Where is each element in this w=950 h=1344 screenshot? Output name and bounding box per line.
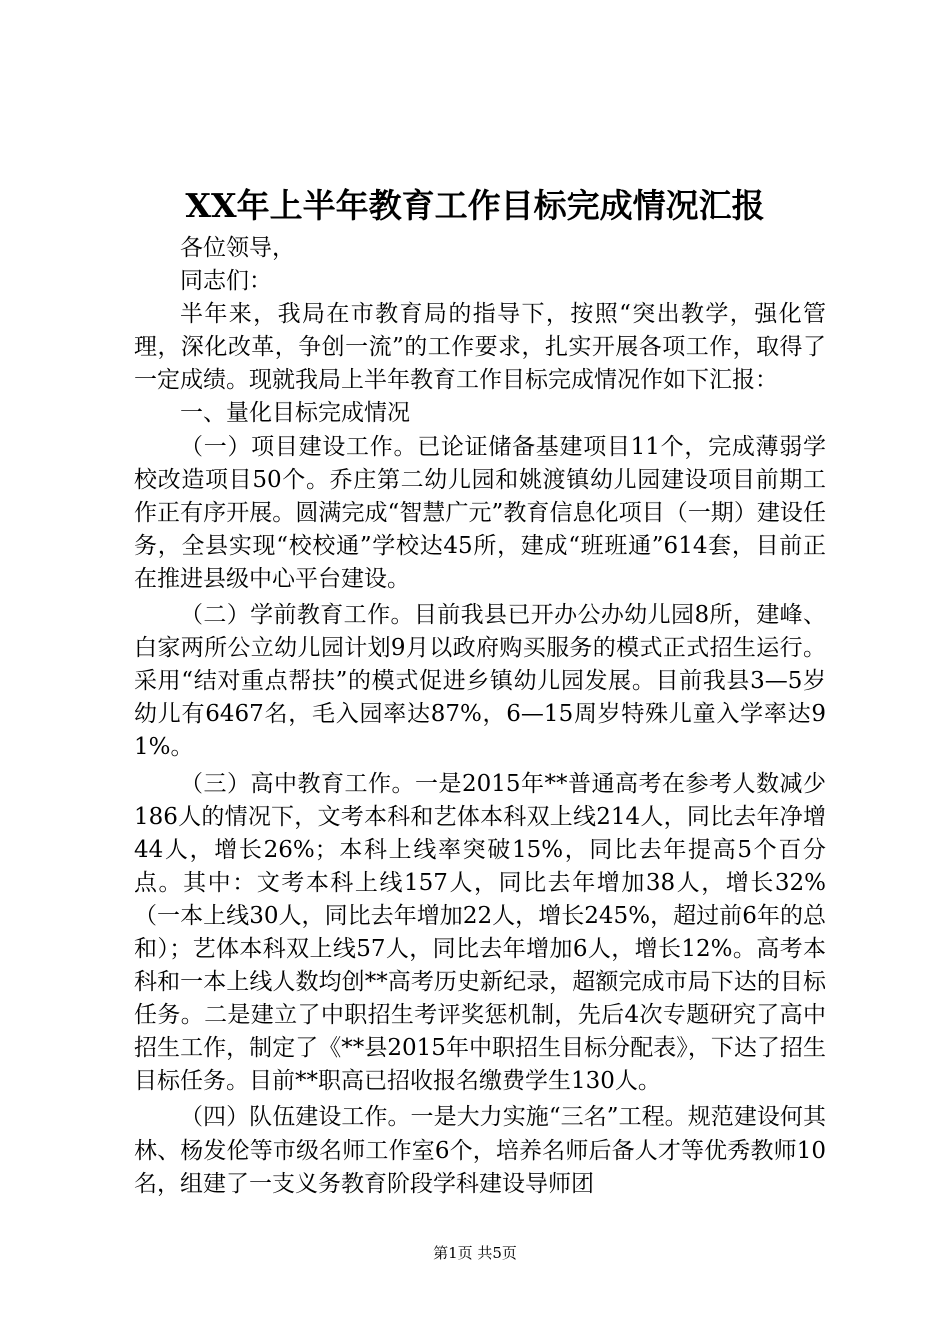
page-number-footer: 第1页 共5页 — [433, 1244, 517, 1262]
document-body — [134, 232, 826, 1201]
document-title: XX年上半年教育工作目标完成情况汇报 — [185, 186, 765, 225]
section-heading: 一、量化目标完成情况 — [180, 400, 410, 427]
paragraph-project-construction: （一）项目建设工作。已论证储备基建项目11个，完成薄弱学校改造项目50个。乔庄第二幼儿园和姚渡镇幼儿园建设项目前期工作正有序开展。圆满完成“智慧广元”教育信息化项目（一期）建设任务，全县实现“校校通”学校达45所，建成“班班通”614套，目前正在推进县级中心平台建设。 — [134, 433, 826, 592]
salutation-leaders: 各位领导， — [180, 235, 295, 261]
paragraph-preschool-education: （二）学前教育工作。目前我县已开办公办幼儿园8所，建峰、白家两所公立幼儿园计划9月以政府购买服务的模式正式招生运行。采用“结对重点帮扶”的模式促进乡镇幼儿园发展。目前我县3—5岁幼儿有6467名，毛入园率达87%，6—15周岁特殊儿童入学率达91%。 — [134, 602, 826, 761]
salutation-comrades: 同志们： — [180, 268, 272, 295]
paragraph-high-school-education: （三）高中教育工作。一是2015年**普通高考在参考人数减少186人的情况下，文考本科和艺体本科双上线214人，同比去年净增44人，增长26%；本科上线率突破15%，同比去年提高5个百分点。其中：文考本科上线157人，同比去年增加38人，增长32%（一本上线30人，同比去年增加22人，增长245%，超过前6年的总和）；艺体本科双上线57人，同比去年增加6人，增长12%。高考本科和一本上线人数均创**高考历史新纪录，超额完成市局下达的目标任务。二是建立了中职招生考评奖惩机制，先后4次专题研究了高中招生工作，制定了《**县2015年中职招生目标分配表》，下达了招生目标任务。目前**职高已招收报名缴费学生130人。 — [134, 770, 826, 1095]
paragraph-intro: 半年来，我局在市教育局的指导下，按照“突出教学，强化管理，深化改革，争创一流”的工作要求，扎实开展各项工作，取得了一定成绩。现就我局上半年教育工作目标完成情况作如下汇报： — [134, 301, 826, 394]
paragraph-team-building: （四）队伍建设工作。一是大力实施“三名”工程。规范建设何其林、杨发伦等市级名师工作室6个，培养名师后备人才等优秀教师10名，组建了一支义务教育阶段学科建设导师团 — [134, 1104, 826, 1197]
